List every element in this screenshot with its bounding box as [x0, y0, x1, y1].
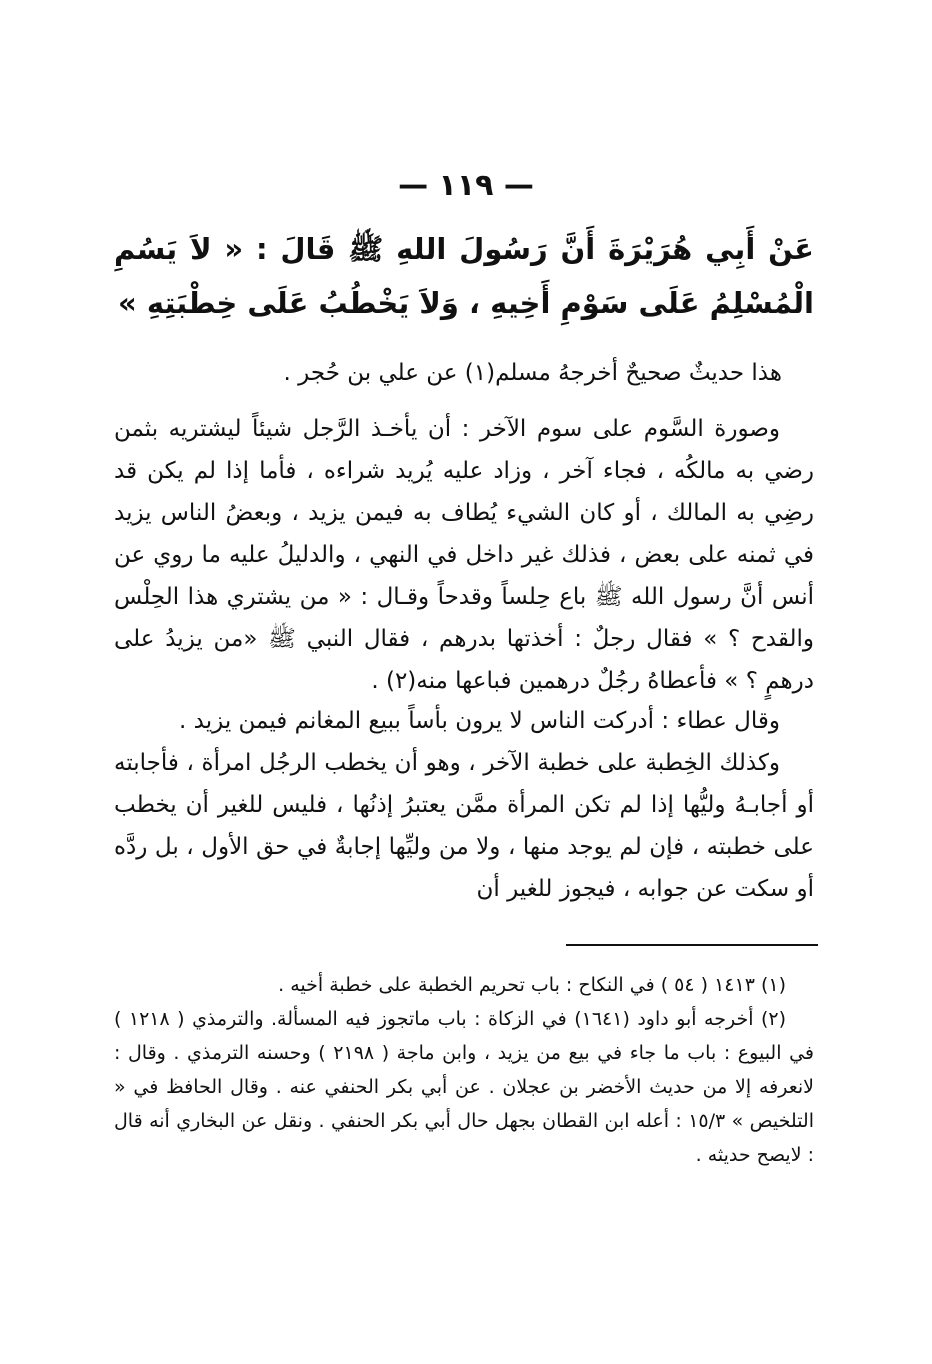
footnote-divider — [566, 944, 818, 946]
footnote-2: (٢) أخرجه أبو داود (١٦٤١) في الزكاة : باب ماتجوز فيه المسألة. والترمذي ( ١٢١٨ ) في البيوع : باب ما جاء في بيع من يزيد ، وابن ماجة ( ٢١٩٨ ) وحسنه الترمذي . وقال : لانعرفه إلا من حديث الأخضر بن عجلان . عن أبي بكر الحنفي عنه . وقال الحافظ في « التلخيص » ١٥/٣ : أعله ابن القطان بجهل حال أبي بكر الحنفي . ونقل عن البخاري أنه قال : لايصح حديثه . — [114, 1008, 814, 1166]
hadith-grading: هذا حديثٌ صحيحٌ أخرجهُ مسلم(١) عن علي بن حُجر . — [283, 360, 782, 386]
hadith-text: عَنْ أَبِي هُرَيْرَةَ أَنَّ رَسُولَ اللهِ ﷺ قَالَ : « لاَ يَسُمِ الْمُسْلِمُ عَلَى سَوْمِ أَخِيهِ ، وَلاَ يَخْطُبُ عَلَى خِطْبَتِهِ » — [114, 232, 814, 320]
body-paragraph-khitbah: وكذلك الخِطبة على خطبة الآخر ، وهو أن يخطب الرجُل امرأة ، فأجابته أو أجابـهُ وليُّها إذا لم تكن المرأة ممَّن يعتبرُ إذنُها ، فليس للغير أن يخطب على خطبته ، فإن لم يوجد منها ، ولا من وليِّها إجابةٌ في حق الأول ، بل ردَّه أو سكت عن جوابه ، فيجوز للغير أن — [114, 750, 814, 902]
footnote-1: (١) ١٤١٣ ( ٥٤ ) في النكاح : باب تحريم الخطبة على خطبة أخيه . — [278, 974, 786, 996]
footnotes — [114, 968, 814, 1172]
page-number: — ١١٩ — — [398, 168, 534, 203]
body-section — [114, 700, 814, 910]
body-paragraph-sawm: وصورة السَّوم على سوم الآخر : أن يأخـذ الرَّجل شيئاً ليشتريه بثمن رضي به مالكُه ، فجاء آخر ، وزاد عليه يُريد شراءه ، فأما إذا لم يكن قد رضِي به المالك ، أو كان الشيء يُطاف به فيمن يزيد ، وبعضُ الناس يزيد في ثمنه على بعض ، فذلك غير داخل في النهي ، والدليلُ عليه ما روي عن أنس أنَّ رسول الله ﷺ باع حِلساً وقدحاً وقـال : « من يشتري هذا الحِلْس والقدح ؟ » فقال رجلٌ : أخذتها بدرهم ، فقال النبي ﷺ «من يزيدُ على درهمٍ ؟ » فأعطاهُ رجُلٌ درهمين فباعها منه(٢) . — [114, 416, 814, 694]
body-paragraph-ata: وقال عطاء : أدركت الناس لا يرون بأساً ببيع المغانم فيمن يزيد . — [179, 708, 780, 734]
